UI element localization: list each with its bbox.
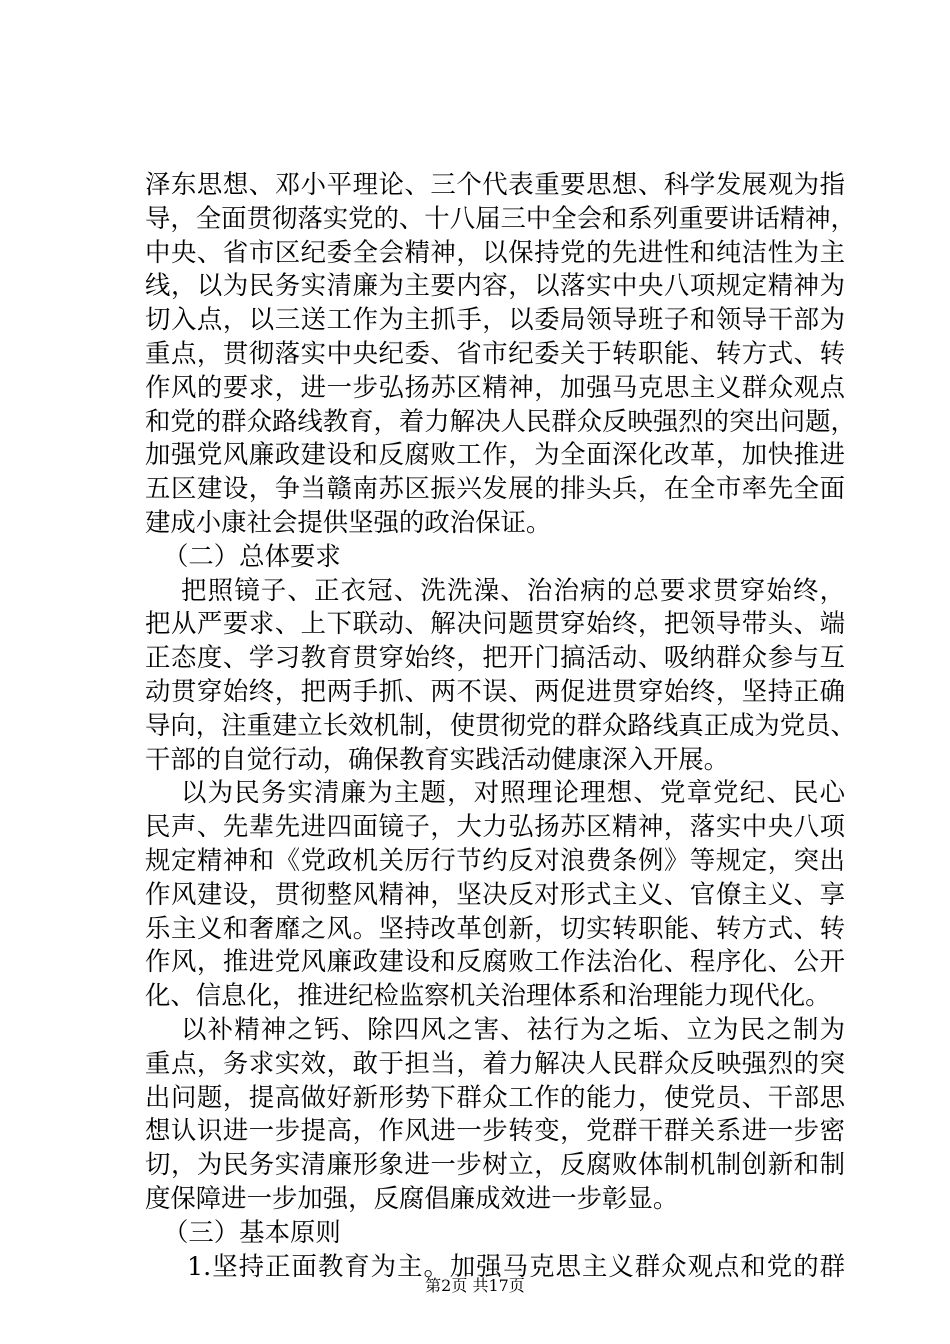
text-line: 动贯穿始终，把两手抓、两不误、两促进贯穿始终，坚持正确	[145, 675, 845, 706]
text-line: 重点，务求实效，敢于担当，着力解决人民群众反映强烈的突	[145, 1047, 845, 1078]
text-line: 化、信息化，推进纪检监察机关治理体系和治理能力现代化。	[145, 980, 831, 1011]
text-line: 以补精神之钙、除四风之害、祛行为之垢、立为民之制为	[181, 1013, 845, 1044]
text-line: 切，为民务实清廉形象进一步树立，反腐败体制机制创新和制	[145, 1149, 845, 1180]
text-line: 规定精神和《党政机关厉行节约反对浪费条例》等规定，突出	[145, 844, 845, 875]
text-line: 民声、先辈先进四面镜子，大力弘扬苏区精神，落实中央八项	[145, 811, 845, 842]
text-line: 作风建设，贯彻整风精神，坚决反对形式主义、官僚主义、享	[145, 878, 845, 909]
text-line: 导向，注重建立长效机制，使贯彻党的群众路线真正成为党员、	[145, 709, 856, 740]
text-line: 乐主义和奢靡之风。坚持改革创新，切实转职能、转方式、转	[145, 912, 845, 943]
text-line: 正态度、学习教育贯穿始终，把开门搞活动、吸纳群众参与互	[145, 642, 845, 673]
text-line: 以为民务实清廉为主题，对照理论理想、党章党纪、民心	[181, 777, 845, 808]
text-line: 把从严要求、上下联动、解决问题贯穿始终，把领导带头、端	[145, 608, 845, 639]
text-line: 泽东思想、邓小平理论、三个代表重要思想、科学发展观为指	[145, 169, 845, 199]
section-heading: （三）基本原则	[163, 1216, 341, 1247]
text-line: 切入点，以三送工作为主抓手，以委局领导班子和领导干部为	[145, 304, 845, 335]
section-heading: （二）总体要求	[163, 540, 341, 571]
text-line: 作风，推进党风廉政建设和反腐败工作法治化、程序化、公开	[145, 946, 845, 977]
text-line: 度保障进一步加强，反腐倡廉成效进一步彰显。	[145, 1182, 679, 1213]
text-line: 建成小康社会提供坚强的政治保证。	[145, 506, 552, 537]
text-line: 1.坚持正面教育为主。加强马克思主义群众观点和党的群	[187, 1250, 845, 1281]
page-number-footer: 第2页 共17页	[425, 1276, 525, 1295]
text-line: 作风的要求，进一步弘扬苏区精神，加强马克思主义群众观点	[145, 371, 845, 402]
text-line: 干部的自觉行动，确保教育实践活动健康深入开展。	[145, 743, 729, 774]
text-line: 线，以为民务实清廉为主要内容，以落实中央八项规定精神为	[145, 270, 845, 301]
text-line: 五区建设，争当赣南苏区振兴发展的排头兵，在全市率先全面	[145, 473, 845, 504]
text-line: 中央、省市区纪委全会精神，以保持党的先进性和纯洁性为主	[145, 236, 845, 267]
text-line: 加强党风廉政建设和反腐败工作，为全面深化改革，加快推进	[145, 439, 845, 470]
text-line: 出问题，提高做好新形势下群众工作的能力，使党员、干部思	[145, 1081, 845, 1112]
text-line: 想认识进一步提高，作风进一步转变，党群干群关系进一步密	[145, 1115, 845, 1146]
text-line: 导，全面贯彻落实党的、十八届三中全会和系列重要讲话精神，	[145, 202, 856, 233]
text-line: 把照镜子、正衣冠、洗洗澡、治治病的总要求贯穿始终，	[181, 574, 845, 605]
text-line: 重点，贯彻落实中央纪委、省市纪委关于转职能、转方式、转	[145, 337, 845, 368]
document-body	[145, 168, 856, 1283]
text-line: 和党的群众路线教育，着力解决人民群众反映强烈的突出问题，	[145, 405, 856, 436]
